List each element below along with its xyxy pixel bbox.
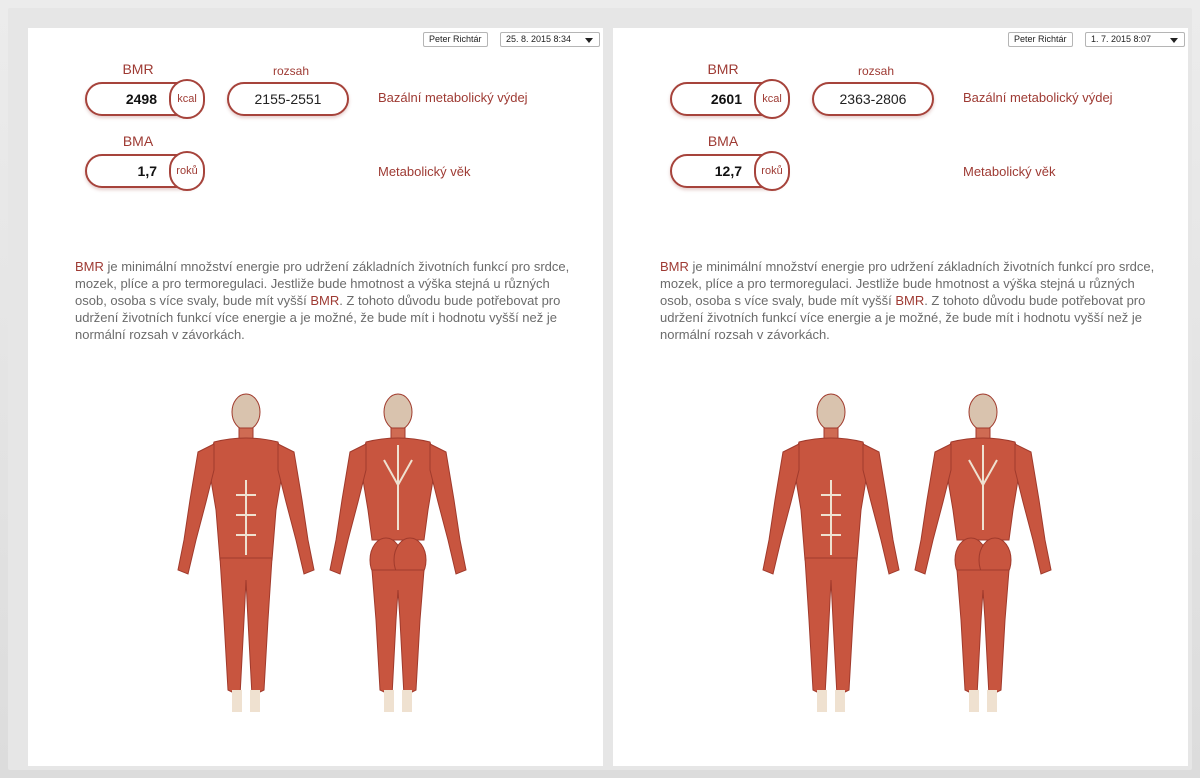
bma-unit-badge: roků — [169, 151, 205, 191]
bmr-label: BMR — [707, 61, 739, 77]
bmr-term: BMR — [660, 259, 689, 274]
bmr-term: BMR — [895, 293, 925, 308]
bma-label: BMA — [122, 133, 154, 149]
bmr-term: BMR — [310, 293, 340, 308]
bmr-term: BMR — [75, 259, 104, 274]
bmr-value-field — [670, 82, 788, 116]
muscle-figure-back-icon — [328, 390, 468, 720]
date-value: 25. 8. 2015 8:34 — [506, 34, 572, 44]
bma-label: BMA — [707, 133, 739, 149]
bmr-value: 2498 — [125, 91, 157, 107]
user-selector[interactable] — [423, 32, 488, 47]
user-name: Peter Richtár — [1014, 34, 1067, 44]
date-dropdown[interactable] — [1085, 32, 1185, 47]
bmr-explanation — [660, 258, 1160, 343]
bma-description: Metabolický věk — [963, 164, 1056, 179]
bmr-value-field — [85, 82, 203, 116]
range-label: rozsah — [857, 64, 895, 78]
range-label: rozsah — [272, 64, 310, 78]
report-panel-right — [613, 28, 1188, 766]
bma-description: Metabolický věk — [378, 164, 471, 179]
bma-value: 1,7 — [137, 163, 157, 179]
bma-value: 12,7 — [714, 163, 742, 179]
bmr-description: Bazální metabolický výdej — [378, 90, 528, 105]
bmr-description: Bazální metabolický výdej — [963, 90, 1113, 105]
report-panel-left — [28, 28, 603, 766]
caret-down-icon — [585, 38, 593, 43]
explanation-text-2: . Z tohoto důvodu bude potřebovat pro udržení životních funkcí více energie a je možné, že bude mít i hodnotu vyšší než je normální rozsah v závorkách. — [660, 293, 1146, 342]
explanation-text-1: je minimální množství energie pro udržení základních životních funkcí pro srdce, mozek, plíce a pro termoregulaci. Jestliže bude hmotnost a výška stejná u různých osob, osoba s více svaly, bude mít vyšší — [660, 259, 1155, 308]
muscle-figure-front-icon — [761, 390, 901, 720]
user-name: Peter Richtár — [429, 34, 482, 44]
bmr-value: 2601 — [710, 91, 742, 107]
explanation-text-2: . Z tohoto důvodu bude potřebovat pro udržení životních funkcí více energie a je možné, že bude mít i hodnotu vyšší než je normální rozsah v závorkách. — [75, 293, 561, 342]
bmr-label: BMR — [122, 61, 154, 77]
bmr-unit-badge: kcal — [754, 79, 790, 119]
bma-unit-badge: roků — [754, 151, 790, 191]
bmr-range-field: 2155-2551 — [227, 82, 349, 116]
date-value: 1. 7. 2015 8:07 — [1091, 34, 1152, 44]
user-selector[interactable] — [1008, 32, 1073, 47]
muscle-figure-front-icon — [176, 390, 316, 720]
explanation-text-1: je minimální množství energie pro udržení základních životních funkcí pro srdce, mozek, plíce a pro termoregulaci. Jestliže bude hmotnost a výška stejná u různých osob, osoba s více svaly, bude mít vyšší — [75, 259, 570, 308]
bma-value-field — [85, 154, 203, 188]
caret-down-icon — [1170, 38, 1178, 43]
bmr-explanation — [75, 258, 575, 343]
bma-value-field — [670, 154, 788, 188]
window-frame — [8, 8, 1192, 770]
bmr-range-field: 2363-2806 — [812, 82, 934, 116]
muscle-figure-back-icon — [913, 390, 1053, 720]
bmr-unit-badge: kcal — [169, 79, 205, 119]
date-dropdown[interactable] — [500, 32, 600, 47]
